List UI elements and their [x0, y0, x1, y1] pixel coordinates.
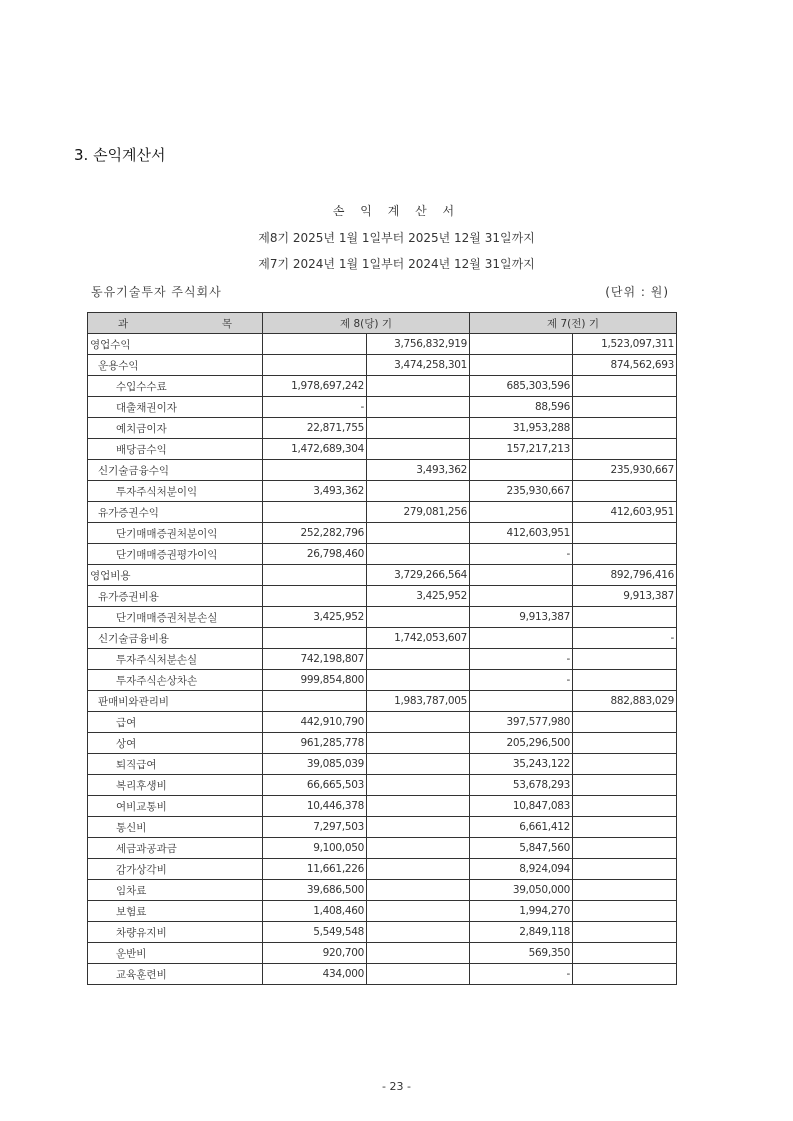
row-account-name: 투자주식처분이익 [88, 481, 263, 502]
table-row [88, 544, 677, 565]
cell-prior-total: 412,603,951 [573, 502, 677, 523]
cell-current-total [367, 733, 470, 754]
row-account-name: 복리후생비 [88, 775, 263, 796]
row-account-name: 배당금수익 [88, 439, 263, 460]
row-account-name: 보험료 [88, 901, 263, 922]
cell-current-detail [263, 565, 367, 586]
cell-prior-total: 9,913,387 [573, 586, 677, 607]
table-row [88, 754, 677, 775]
cell-prior-detail: 8,924,094 [470, 859, 573, 880]
row-account-name: 여비교통비 [88, 796, 263, 817]
cell-prior-detail: - [470, 670, 573, 691]
cell-current-detail [263, 691, 367, 712]
header-subject-a: 과 [118, 318, 129, 330]
cell-prior-total [573, 838, 677, 859]
table-row [88, 376, 677, 397]
cell-prior-detail: 31,953,288 [470, 418, 573, 439]
cell-current-detail: 999,854,800 [263, 670, 367, 691]
cell-prior-total [573, 712, 677, 733]
statement-title: 손 익 계 산 서 [332, 204, 461, 218]
cell-current-detail [263, 460, 367, 481]
row-account-name: 투자주식손상차손 [88, 670, 263, 691]
cell-prior-detail: 10,847,083 [470, 796, 573, 817]
row-account-name: 단기매매증권처분이익 [88, 523, 263, 544]
cell-current-total [367, 607, 470, 628]
cell-current-total: 3,493,362 [367, 460, 470, 481]
cell-current-detail: 442,910,790 [263, 712, 367, 733]
cell-current-total: 279,081,256 [367, 502, 470, 523]
cell-current-total [367, 754, 470, 775]
header-current-period: 제 8(당) 기 [263, 313, 470, 334]
cell-current-detail: 961,285,778 [263, 733, 367, 754]
row-account-name: 급여 [88, 712, 263, 733]
cell-prior-detail [470, 565, 573, 586]
cell-prior-detail [470, 502, 573, 523]
table-row [88, 733, 677, 754]
table-row [88, 649, 677, 670]
table-row [88, 565, 677, 586]
cell-current-detail [263, 586, 367, 607]
row-account-name: 대출채권이자 [88, 397, 263, 418]
table-header-row [88, 313, 677, 334]
cell-current-total [367, 670, 470, 691]
cell-current-detail: 22,871,755 [263, 418, 367, 439]
cell-prior-detail: 1,994,270 [470, 901, 573, 922]
header-subject-b: 목 [221, 318, 232, 330]
cell-current-total [367, 817, 470, 838]
cell-current-total: 1,983,787,005 [367, 691, 470, 712]
cell-prior-detail: 5,847,560 [470, 838, 573, 859]
cell-current-detail: 1,978,697,242 [263, 376, 367, 397]
cell-prior-detail [470, 628, 573, 649]
row-account-name: 교육훈련비 [88, 964, 263, 985]
income-statement-table [87, 312, 677, 985]
row-account-name: 운용수익 [88, 355, 263, 376]
header-prior-period: 제 7(전) 기 [470, 313, 677, 334]
cell-prior-total [573, 817, 677, 838]
cell-prior-detail [470, 355, 573, 376]
cell-prior-total [573, 544, 677, 565]
cell-current-detail: 1,408,460 [263, 901, 367, 922]
company-name: 동유기술투자 주식회사 [91, 285, 222, 299]
cell-prior-detail: 397,577,980 [470, 712, 573, 733]
table-body [88, 334, 677, 985]
cell-prior-total: 874,562,693 [573, 355, 677, 376]
cell-current-detail: 3,493,362 [263, 481, 367, 502]
cell-current-total [367, 712, 470, 733]
cell-prior-detail: 35,243,122 [470, 754, 573, 775]
cell-current-total [367, 943, 470, 964]
table-row [88, 943, 677, 964]
cell-current-total [367, 880, 470, 901]
cell-current-total: 3,425,952 [367, 586, 470, 607]
cell-current-total [367, 481, 470, 502]
cell-current-detail: 252,282,796 [263, 523, 367, 544]
table-row [88, 922, 677, 943]
row-account-name: 임차료 [88, 880, 263, 901]
cell-current-total [367, 544, 470, 565]
cell-prior-total [573, 922, 677, 943]
cell-prior-detail: 53,678,293 [470, 775, 573, 796]
cell-prior-detail: 685,303,596 [470, 376, 573, 397]
cell-prior-total: - [573, 628, 677, 649]
cell-current-detail: 10,446,378 [263, 796, 367, 817]
cell-prior-total [573, 670, 677, 691]
row-account-name: 판매비와관리비 [88, 691, 263, 712]
cell-current-total [367, 859, 470, 880]
cell-prior-total [573, 901, 677, 922]
cell-prior-detail [470, 460, 573, 481]
row-account-name: 단기매매증권처분손실 [88, 607, 263, 628]
cell-current-total [367, 775, 470, 796]
cell-current-detail: 26,798,460 [263, 544, 367, 565]
row-account-name: 영업수익 [88, 334, 263, 355]
cell-prior-total [573, 964, 677, 985]
row-account-name: 신기술금융수익 [88, 460, 263, 481]
row-account-name: 단기매매증권평가이익 [88, 544, 263, 565]
row-account-name: 운반비 [88, 943, 263, 964]
cell-current-total [367, 397, 470, 418]
cell-current-detail: 742,198,807 [263, 649, 367, 670]
cell-prior-total [573, 754, 677, 775]
cell-prior-total [573, 607, 677, 628]
cell-current-detail [263, 502, 367, 523]
cell-current-detail: 920,700 [263, 943, 367, 964]
cell-prior-total [573, 481, 677, 502]
cell-current-detail: 5,549,548 [263, 922, 367, 943]
table-row [88, 502, 677, 523]
cell-current-detail: - [263, 397, 367, 418]
period-current: 제8기 2025년 1월 1일부터 2025년 12월 31일까지 [258, 231, 535, 245]
cell-current-detail: 66,665,503 [263, 775, 367, 796]
cell-current-total [367, 838, 470, 859]
cell-prior-total [573, 880, 677, 901]
cell-prior-detail: 569,350 [470, 943, 573, 964]
cell-prior-detail: 157,217,213 [470, 439, 573, 460]
table-row [88, 670, 677, 691]
cell-prior-detail: 88,596 [470, 397, 573, 418]
cell-prior-detail: 2,849,118 [470, 922, 573, 943]
section-title: 3. 손익계산서 [74, 146, 166, 164]
cell-current-total [367, 418, 470, 439]
table-row [88, 418, 677, 439]
cell-prior-detail: 205,296,500 [470, 733, 573, 754]
cell-prior-detail [470, 586, 573, 607]
cell-current-detail [263, 334, 367, 355]
cell-prior-detail: 9,913,387 [470, 607, 573, 628]
cell-current-total [367, 901, 470, 922]
cell-current-total: 1,742,053,607 [367, 628, 470, 649]
cell-current-detail: 39,686,500 [263, 880, 367, 901]
period-prior: 제7기 2024년 1월 1일부터 2024년 12월 31일까지 [258, 257, 535, 271]
cell-prior-total [573, 397, 677, 418]
row-account-name: 예치금이자 [88, 418, 263, 439]
cell-prior-total [573, 943, 677, 964]
table-row [88, 775, 677, 796]
row-account-name: 투자주식처분손실 [88, 649, 263, 670]
cell-prior-total: 882,883,029 [573, 691, 677, 712]
cell-prior-detail: - [470, 544, 573, 565]
unit-label: (단위 : 원) [605, 285, 669, 299]
table-row [88, 460, 677, 481]
cell-prior-total [573, 418, 677, 439]
table-row [88, 397, 677, 418]
cell-current-detail: 9,100,050 [263, 838, 367, 859]
cell-current-total [367, 439, 470, 460]
cell-current-detail: 1,472,689,304 [263, 439, 367, 460]
row-account-name: 감가상각비 [88, 859, 263, 880]
cell-prior-total [573, 733, 677, 754]
cell-current-detail: 39,085,039 [263, 754, 367, 775]
cell-current-total: 3,756,832,919 [367, 334, 470, 355]
cell-current-detail: 3,425,952 [263, 607, 367, 628]
cell-prior-total [573, 775, 677, 796]
cell-current-total [367, 922, 470, 943]
row-account-name: 신기술금융비용 [88, 628, 263, 649]
table-row [88, 964, 677, 985]
cell-prior-detail: - [470, 964, 573, 985]
header-subject [88, 313, 263, 334]
cell-current-total [367, 649, 470, 670]
cell-current-detail [263, 628, 367, 649]
table-row [88, 796, 677, 817]
table-row [88, 628, 677, 649]
table-row [88, 712, 677, 733]
cell-prior-total: 235,930,667 [573, 460, 677, 481]
cell-prior-total: 1,523,097,311 [573, 334, 677, 355]
table-row [88, 817, 677, 838]
cell-prior-total: 892,796,416 [573, 565, 677, 586]
page-number: - 23 - [382, 1080, 411, 1093]
cell-current-detail [263, 355, 367, 376]
cell-prior-detail: 6,661,412 [470, 817, 573, 838]
table-row [88, 481, 677, 502]
row-account-name: 퇴직급여 [88, 754, 263, 775]
cell-prior-total [573, 796, 677, 817]
row-account-name: 수입수수료 [88, 376, 263, 397]
table-row [88, 880, 677, 901]
cell-prior-detail [470, 691, 573, 712]
table-row [88, 691, 677, 712]
row-account-name: 차량유지비 [88, 922, 263, 943]
table-row [88, 607, 677, 628]
cell-prior-total [573, 376, 677, 397]
cell-current-detail: 11,661,226 [263, 859, 367, 880]
cell-prior-total [573, 523, 677, 544]
table-row [88, 586, 677, 607]
table-row [88, 523, 677, 544]
table-row [88, 355, 677, 376]
cell-current-detail: 7,297,503 [263, 817, 367, 838]
table-row [88, 334, 677, 355]
cell-prior-total [573, 439, 677, 460]
cell-prior-detail: 39,050,000 [470, 880, 573, 901]
cell-current-total [367, 796, 470, 817]
cell-current-total: 3,729,266,564 [367, 565, 470, 586]
cell-current-detail: 434,000 [263, 964, 367, 985]
table-row [88, 838, 677, 859]
cell-prior-detail [470, 334, 573, 355]
row-account-name: 유가증권비용 [88, 586, 263, 607]
cell-prior-total [573, 649, 677, 670]
row-account-name: 통신비 [88, 817, 263, 838]
table-row [88, 901, 677, 922]
cell-prior-detail: 412,603,951 [470, 523, 573, 544]
cell-current-total [367, 964, 470, 985]
cell-current-total: 3,474,258,301 [367, 355, 470, 376]
table-row [88, 439, 677, 460]
table-row [88, 859, 677, 880]
row-account-name: 유가증권수익 [88, 502, 263, 523]
cell-prior-detail: 235,930,667 [470, 481, 573, 502]
cell-prior-detail: - [470, 649, 573, 670]
row-account-name: 영업비용 [88, 565, 263, 586]
cell-current-total [367, 376, 470, 397]
row-account-name: 상여 [88, 733, 263, 754]
cell-prior-total [573, 859, 677, 880]
row-account-name: 세금과공과금 [88, 838, 263, 859]
cell-current-total [367, 523, 470, 544]
